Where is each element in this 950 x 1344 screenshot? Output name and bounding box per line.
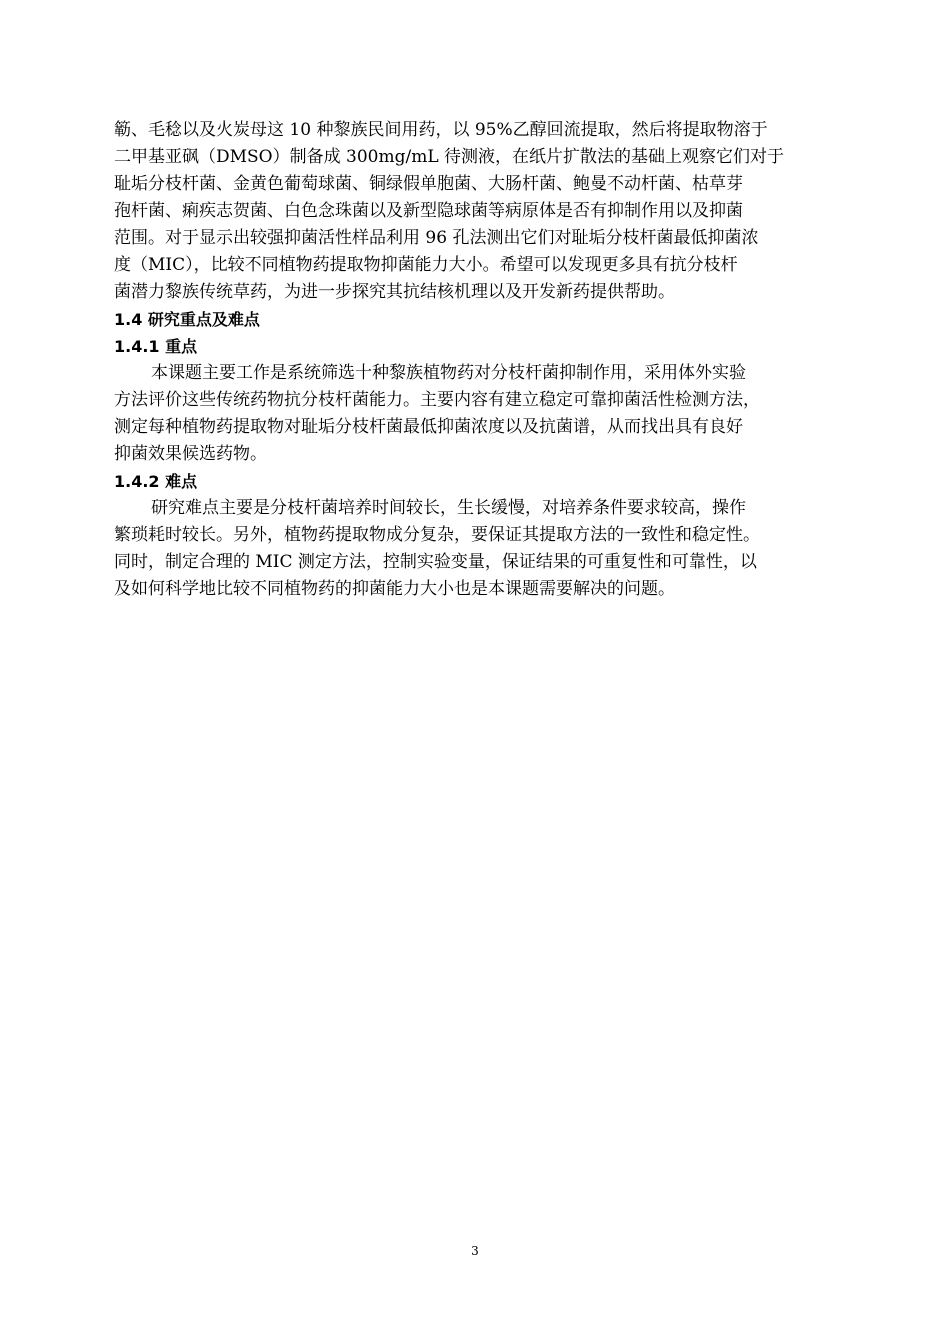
- paragraph-line: 及如何科学地比较不同植物药的抑菌能力大小也是本课题需要解决的问题。: [114, 579, 675, 599]
- page-number: 3: [471, 1244, 479, 1258]
- page-body: [114, 117, 836, 603]
- paragraph-line: 簕、毛稔以及火炭母这 10 种黎族民间用药，以 95%乙醇回流提取，然后将提取物溶于: [114, 120, 768, 140]
- paragraph-line: 方法评价这些传统药物抗分枝杆菌能力。主要内容有建立稳定可靠抑菌活性检测方法，: [114, 390, 760, 410]
- paragraph-line: 二甲基亚砜（DMSO）制备成 300mg/mL 待测液，在纸片扩散法的基础上观察它们对于: [114, 147, 785, 167]
- paragraph-line: 同时，制定合理的 MIC 测定方法，控制实验变量，保证结果的可重复性和可靠性，以: [114, 552, 757, 572]
- paragraph-line: 度（MIC），比较不同植物药提取物抑菌能力大小。希望可以发现更多具有抗分枝杆: [114, 255, 738, 275]
- key-points-paragraph: [114, 360, 836, 468]
- section-heading-1-4: 1.4 研究重点及难点: [114, 310, 260, 329]
- paragraph-line: 测定每种植物药提取物对耻垢分枝杆菌最低抑菌浓度以及抗菌谱，从而找出具有良好: [114, 417, 743, 437]
- section-heading-1-4-2: 1.4.2 难点: [114, 472, 198, 491]
- difficulties-paragraph: [114, 495, 836, 603]
- paragraph-line: 范围。对于显示出较强抑菌活性样品利用 96 孔法测出它们对耻垢分枝杆菌最低抑菌浓: [114, 228, 759, 248]
- paragraph-line: 菌潜力黎族传统草药，为进一步探究其抗结核机理以及开发新药提供帮助。: [114, 282, 675, 302]
- paragraph-line: 孢杆菌、痢疾志贺菌、白色念珠菌以及新型隐球菌等病原体是否有抑制作用以及抑菌: [114, 201, 743, 221]
- paragraph-line: 本课题主要工作是系统筛选十种黎族植物药对分枝杆菌抑制作用，采用体外实验: [151, 363, 746, 383]
- paragraph-line: 抑菌效果候选药物。: [114, 444, 267, 464]
- paragraph-line: 耻垢分枝杆菌、金黄色葡萄球菌、铜绿假单胞菌、大肠杆菌、鲍曼不动杆菌、枯草芽: [114, 174, 743, 194]
- paragraph-line: 繁琐耗时较长。另外，植物药提取物成分复杂，要保证其提取方法的一致性和稳定性。: [114, 525, 760, 545]
- paragraph-line: 研究难点主要是分枝杆菌培养时间较长，生长缓慢，对培养条件要求较高，操作: [151, 498, 746, 518]
- section-heading-1-4-1: 1.4.1 重点: [114, 337, 198, 356]
- intro-paragraph: [114, 117, 836, 306]
